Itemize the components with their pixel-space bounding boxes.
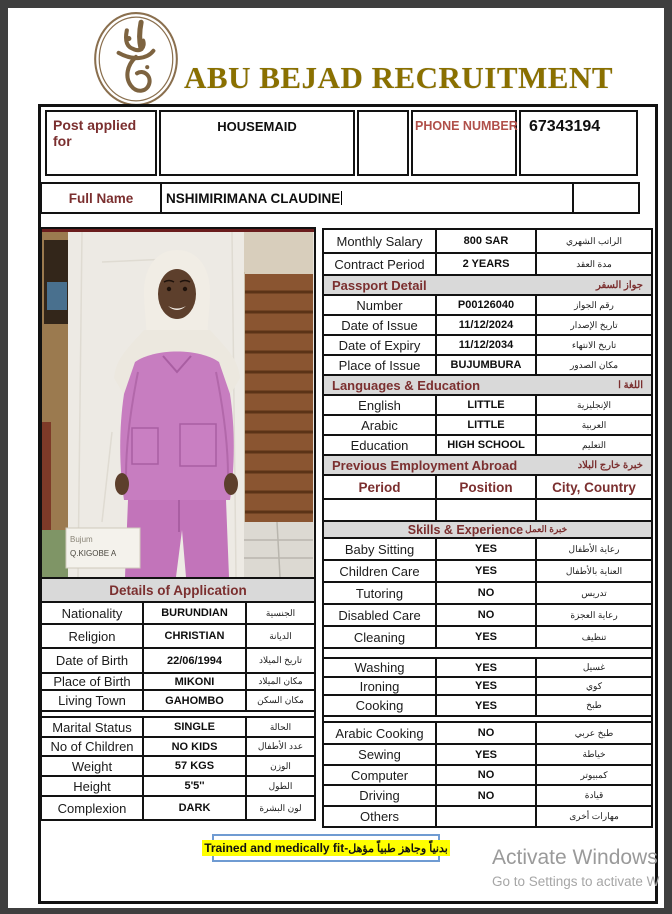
previous-employment-empty-row[interactable] bbox=[324, 498, 651, 520]
applicant-photo bbox=[42, 229, 314, 579]
details-of-application-header: Details of Application bbox=[42, 579, 314, 601]
left-column bbox=[40, 227, 316, 821]
row-marital-status bbox=[42, 718, 314, 736]
row-label: No of Children bbox=[42, 738, 144, 755]
row-label: Tutoring bbox=[324, 583, 437, 603]
row-height bbox=[42, 775, 314, 795]
previous-employment-columns bbox=[324, 474, 651, 498]
empty-cell bbox=[357, 110, 409, 176]
row-nationality bbox=[42, 601, 314, 623]
row-value[interactable]: HIGH SCHOOL bbox=[437, 436, 537, 454]
row-label: Driving bbox=[324, 786, 437, 805]
row-label: Sewing bbox=[324, 745, 437, 764]
row-arabic-language bbox=[324, 414, 651, 434]
row-others bbox=[324, 805, 651, 826]
phone-label-cell bbox=[411, 110, 517, 176]
row-label: Date of Expiry bbox=[324, 336, 437, 354]
section-title: Skills & Experience bbox=[407, 522, 524, 537]
right-column bbox=[322, 228, 653, 828]
row-arabic-label: مكان الميلاد bbox=[258, 676, 303, 686]
empty-cell bbox=[324, 500, 437, 520]
row-value[interactable]: YES bbox=[437, 696, 537, 715]
row-value[interactable]: GAHOMBO bbox=[144, 691, 247, 710]
table-gap bbox=[324, 647, 651, 659]
column-header-position: Position bbox=[437, 476, 537, 498]
row-arabic-label: قيادة bbox=[584, 790, 604, 800]
skills-experience-header bbox=[324, 520, 651, 537]
row-place-of-birth bbox=[42, 672, 314, 689]
full-name-field[interactable] bbox=[164, 184, 570, 212]
section-title-arabic: جواز السفر bbox=[595, 279, 643, 291]
empty-cell bbox=[537, 500, 651, 520]
row-label: Date of Issue bbox=[324, 316, 437, 334]
row-value[interactable]: NO bbox=[437, 786, 537, 805]
row-religion bbox=[42, 623, 314, 647]
medically-fit-note-box bbox=[204, 834, 448, 862]
row-label: Weight bbox=[42, 757, 144, 775]
photo-sign-line2: Q.KIGOBE A bbox=[70, 549, 117, 558]
row-arabic-label: لون البشرة bbox=[259, 802, 302, 813]
full-name-label-cell bbox=[42, 184, 162, 212]
row-arabic-label: خياطة bbox=[582, 749, 606, 759]
row-value[interactable]: 2 YEARS bbox=[437, 254, 537, 274]
row-label: Computer bbox=[324, 766, 437, 784]
row-label: Others bbox=[324, 807, 437, 826]
row-disabled-care bbox=[324, 603, 651, 625]
row-arabic-cooking bbox=[324, 723, 651, 743]
row-sewing bbox=[324, 743, 651, 764]
row-label: Education bbox=[324, 436, 437, 454]
row-label: Number bbox=[324, 296, 437, 314]
row-place-of-issue bbox=[324, 354, 651, 374]
row-contract-period bbox=[324, 252, 651, 274]
row-label: Date of Birth bbox=[42, 649, 144, 672]
section-title-arabic: خبرة خارج البلاد bbox=[577, 459, 643, 471]
abu-bejad-calligraphy-logo-icon bbox=[88, 10, 184, 108]
full-name-value: NSHIMIRIMANA CLAUDINE bbox=[166, 190, 341, 206]
row-label: Cooking bbox=[324, 696, 437, 715]
row-value[interactable]: YES bbox=[437, 539, 537, 559]
row-baby-sitting bbox=[324, 537, 651, 559]
row-arabic-label: غسيل bbox=[582, 662, 606, 672]
post-applied-value-cell[interactable] bbox=[159, 110, 355, 176]
full-name-row bbox=[40, 182, 640, 214]
row-label: Arabic bbox=[324, 416, 437, 434]
activate-windows-watermark: Activate Windows bbox=[492, 846, 658, 869]
photo-sign-line1: Bujum bbox=[70, 535, 93, 544]
row-label: Washing bbox=[324, 659, 437, 676]
row-arabic-label: كوي bbox=[586, 680, 602, 691]
row-value[interactable]: 800 SAR bbox=[437, 230, 537, 252]
row-value[interactable]: 22/06/1994 bbox=[144, 649, 247, 672]
row-date-of-expiry bbox=[324, 334, 651, 354]
column-header-city-country: City, Country bbox=[552, 479, 636, 495]
row-arabic-label: الراتب الشهري bbox=[566, 235, 622, 246]
row-cooking bbox=[324, 694, 651, 715]
row-arabic-label: مدة العقد bbox=[576, 258, 612, 269]
medically-fit-note-en: Trained and medically fit- bbox=[204, 841, 349, 855]
row-label: Place of Issue bbox=[324, 356, 437, 374]
row-value[interactable]: 11/12/2024 bbox=[437, 316, 537, 334]
row-arabic-label: تدريس bbox=[581, 587, 607, 598]
row-value[interactable]: YES bbox=[437, 659, 537, 676]
row-complexion bbox=[42, 795, 314, 819]
row-english bbox=[324, 394, 651, 414]
table-gap bbox=[42, 710, 314, 718]
row-arabic-label: طبخ عربي bbox=[574, 727, 614, 738]
row-value[interactable]: NO KIDS bbox=[144, 738, 247, 755]
applicant-photo-illustration bbox=[42, 232, 313, 577]
column-header-period: Period bbox=[324, 476, 437, 498]
row-arabic-label: تنظيف bbox=[581, 631, 607, 642]
row-arabic-label: تاريخ الميلاد bbox=[259, 655, 302, 665]
empty-cell bbox=[572, 184, 638, 212]
row-arabic-label: الديانة bbox=[269, 630, 292, 641]
row-arabic-label: الجنسية bbox=[265, 607, 296, 618]
row-value[interactable]: NO bbox=[437, 605, 537, 625]
row-value[interactable]: 5'5'' bbox=[144, 777, 247, 795]
languages-education-header bbox=[324, 374, 651, 394]
medically-fit-note bbox=[202, 840, 450, 856]
post-applied-value: HOUSEMAID bbox=[217, 119, 297, 134]
row-value[interactable]: NO bbox=[437, 723, 537, 743]
row-value[interactable]: BURUNDIAN bbox=[144, 603, 247, 623]
row-label: Ironing bbox=[324, 678, 437, 694]
row-date-of-issue bbox=[324, 314, 651, 334]
row-label: Baby Sitting bbox=[324, 539, 437, 559]
post-applied-label: Post applied for bbox=[53, 117, 137, 149]
row-tutoring bbox=[324, 581, 651, 603]
row-arabic-label: الإنجليزية bbox=[577, 399, 611, 410]
row-value[interactable]: LITTLE bbox=[437, 396, 537, 414]
row-label: Place of Birth bbox=[42, 674, 144, 689]
agency-title: ABU BEJAD RECRUITMENT bbox=[184, 60, 614, 95]
row-passport-number bbox=[324, 294, 651, 314]
row-label: Monthly Salary bbox=[324, 230, 437, 252]
row-label: Disabled Care bbox=[324, 605, 437, 625]
row-arabic-label: الوزن bbox=[270, 760, 291, 771]
row-arabic-label: تاريخ الإصدار bbox=[570, 319, 618, 330]
row-education bbox=[324, 434, 651, 454]
phone-value-cell[interactable] bbox=[519, 110, 638, 176]
row-label: Religion bbox=[42, 625, 144, 647]
row-ironing bbox=[324, 676, 651, 694]
row-label: Contract Period bbox=[324, 254, 437, 274]
row-label: English bbox=[324, 396, 437, 414]
row-value[interactable] bbox=[437, 807, 537, 826]
row-arabic-label: تاريخ الانتهاء bbox=[571, 339, 617, 350]
row-driving bbox=[324, 784, 651, 805]
row-value[interactable]: P00126040 bbox=[437, 296, 537, 314]
full-name-label: Full Name bbox=[68, 190, 134, 206]
medically-fit-note-ar: بدنياً وجاهز طبياً مؤهل bbox=[348, 843, 448, 855]
section-title-arabic: خبرة العمل bbox=[525, 524, 568, 534]
row-arabic-label: رقم الجواز bbox=[574, 299, 614, 310]
row-label: Complexion bbox=[42, 797, 144, 819]
row-value[interactable]: NO bbox=[437, 766, 537, 784]
row-arabic-label: العناية بالأطفال bbox=[565, 565, 623, 576]
row-arabic-label: الطول bbox=[268, 780, 293, 791]
section-title: Previous Employment Abroad bbox=[332, 457, 518, 473]
row-value[interactable]: DARK bbox=[144, 797, 247, 819]
section-title: Languages & Education bbox=[332, 377, 481, 393]
text-cursor bbox=[341, 191, 342, 205]
row-children-care bbox=[324, 559, 651, 581]
empty-cell bbox=[437, 500, 537, 520]
post-applied-label-cell bbox=[45, 110, 157, 176]
row-arabic-label: طبخ bbox=[586, 700, 602, 710]
row-label: Height bbox=[42, 777, 144, 795]
row-label: Marital Status bbox=[42, 718, 144, 736]
row-arabic-label: مكان الصدور bbox=[569, 359, 619, 370]
row-value[interactable]: YES bbox=[437, 678, 537, 694]
row-washing bbox=[324, 659, 651, 676]
row-monthly-salary bbox=[324, 230, 651, 252]
row-arabic-label: التعليم bbox=[582, 439, 606, 450]
row-arabic-label: عدد الأطفال bbox=[257, 741, 304, 751]
row-label: Arabic Cooking bbox=[324, 723, 437, 743]
row-value[interactable]: SINGLE bbox=[144, 718, 247, 736]
section-title: Passport Detail bbox=[332, 277, 427, 293]
row-no-of-children bbox=[42, 736, 314, 755]
row-arabic-label: مهارات أخرى bbox=[569, 811, 619, 821]
row-value[interactable]: BUJUMBURA bbox=[437, 356, 537, 374]
row-arabic-label: رعاية العجزة bbox=[570, 609, 618, 620]
row-arabic-label: كمبيوتر bbox=[580, 769, 608, 780]
row-cleaning bbox=[324, 625, 651, 647]
activate-windows-settings-hint: Go to Settings to activate W bbox=[492, 874, 660, 889]
section-title-arabic: اللغة ا bbox=[618, 379, 643, 391]
row-arabic-label: الحالة bbox=[269, 721, 292, 732]
row-value[interactable]: YES bbox=[437, 627, 537, 647]
row-label: Living Town bbox=[42, 691, 144, 710]
row-label: Cleaning bbox=[324, 627, 437, 647]
row-value[interactable]: NO bbox=[437, 583, 537, 603]
row-value[interactable]: 11/12/2034 bbox=[437, 336, 537, 354]
row-arabic-label: مكان السكن bbox=[257, 695, 304, 705]
row-value[interactable]: MIKONI bbox=[144, 674, 247, 689]
row-value[interactable]: 57 KGS bbox=[144, 757, 247, 775]
row-value[interactable]: CHRISTIAN bbox=[144, 625, 247, 647]
phone-label: PHONE NUMBER bbox=[415, 119, 518, 133]
row-arabic-label: رعاية الأطفال bbox=[568, 543, 620, 554]
document-page bbox=[8, 8, 664, 908]
row-label: Nationality bbox=[42, 603, 144, 623]
row-value[interactable]: YES bbox=[437, 561, 537, 581]
previous-employment-header bbox=[324, 454, 651, 474]
row-date-of-birth bbox=[42, 647, 314, 672]
row-living-town bbox=[42, 689, 314, 710]
phone-value: 67343194 bbox=[529, 118, 601, 135]
row-weight bbox=[42, 755, 314, 775]
row-value[interactable]: YES bbox=[437, 745, 537, 764]
row-value[interactable]: LITTLE bbox=[437, 416, 537, 434]
row-label: Children Care bbox=[324, 561, 437, 581]
passport-detail-header bbox=[324, 274, 651, 294]
table-gap bbox=[324, 715, 651, 723]
row-arabic-label: العربية bbox=[581, 419, 607, 430]
row-computer bbox=[324, 764, 651, 784]
